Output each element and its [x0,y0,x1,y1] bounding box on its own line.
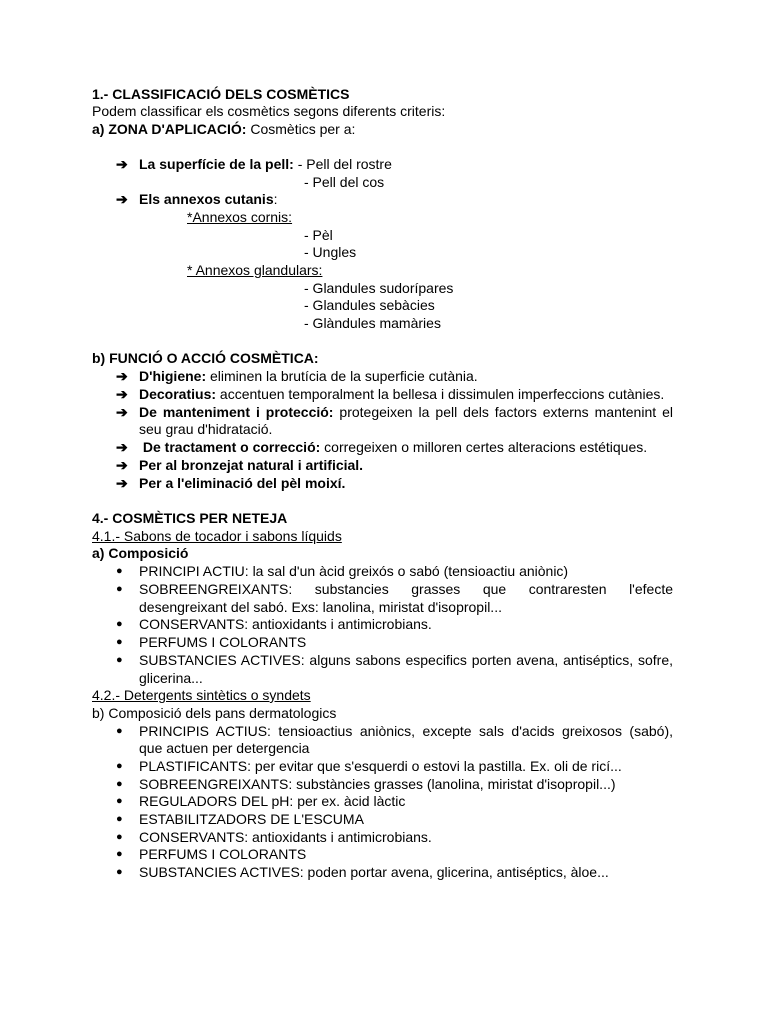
annexos-glandulars-label: * Annexos glandulars: [187,262,323,278]
tractament-line [139,439,647,456]
arrow-bullet-icon: ➔ [116,457,128,473]
list-item: PLASTIFICANTS: per evitar que s'esquerdi o estovi la pastilla. Ex. oli de ricí... [139,758,622,774]
superficie-pell-line [139,156,392,173]
decoratius-label: Decoratius: [139,386,217,402]
list-item: REGULADORS DEL pH: per ex. àcid làctic [139,793,406,809]
arrow-bullet-icon: ➔ [116,386,128,402]
list-item: PERFUMS I COLORANTS [139,634,307,650]
list-item: SUBSTANCIES ACTIVES: alguns sabons especifics porten avena, antiséptics, sofre, [139,652,673,668]
manteniment-line [139,404,673,421]
list-item: PRINCIPI ACTIU: la sal d'un àcid greixós o sabó (tensioactiu aniònic) [139,563,569,579]
bullet-icon: ● [116,636,123,648]
arrow-bullet-icon: ➔ [116,439,128,455]
arrow-bullet-icon: ➔ [116,191,128,207]
glandules-sebacies: - Glandules sebàcies [304,297,435,313]
higiene-label: D'higiene: [139,368,207,384]
cornis-pel: - Pèl [304,227,333,243]
list-item: PERFUMS I COLORANTS [139,846,307,862]
bullet-icon: ● [116,725,123,737]
higiene-text: eliminen la brutícia de la superficie cutània. [206,368,478,384]
decoratius-line [139,386,664,403]
bronzejat-label: Per al bronzejat natural i artificial. [139,457,364,473]
bullet-icon: ● [116,760,123,772]
annexos-cutanis-line [139,191,278,208]
bullet-icon: ● [116,618,123,630]
manteniment-text: protegeixen la pell dels factors externs mantenint el [333,404,673,420]
funcio-cosmetica-title: b) FUNCIÓ O ACCIÓ COSMÈTICA: [92,350,319,366]
higiene-line [139,368,478,385]
composicio-b-title: b) Composició dels pans dermatologics [92,705,337,721]
list-item: CONSERVANTS: antioxidants i antimicrobians. [139,829,432,845]
superficie-pell-text: - Pell del rostre [293,156,392,172]
tractament-text: corregeixen o milloren certes alteracions estétiques. [320,439,648,455]
zona-aplicacio-label: a) ZONA D'APLICACIÓ: [92,121,247,137]
list-item: ESTABILITZADORS DE L'ESCUMA [139,811,364,827]
cornis-ungles: - Ungles [304,244,357,260]
zona-aplicacio-line [92,121,355,138]
section-1-title: 1.- CLASSIFICACIÓ DELS COSMÈTICS [92,86,350,102]
list-item-cont: glicerina... [139,670,203,686]
glandules-mamaries: - Glàndules mamàries [304,315,441,331]
glandules-sudoripares: - Glandules sudorípares [304,280,454,296]
list-item-cont: que actuen per detergencia [139,740,310,756]
bullet-icon: ● [116,866,123,878]
zona-aplicacio-text: Cosmètics per a: [246,121,356,137]
bullet-icon: ● [116,583,123,595]
annexos-cutanis-label: Els annexos cutanis [139,191,274,207]
section-4-title: 4.- COSMÈTICS PER NETEJA [92,510,288,526]
arrow-bullet-icon: ➔ [116,475,128,491]
arrow-bullet-icon: ➔ [116,368,128,384]
list-item: SOBREENGREIXANTS: substàncies grasses (lanolina, miristat d'isopropil...) [139,776,616,792]
section-1-intro: Podem classificar els cosmètics segons diferents criteris: [92,103,446,119]
bullet-icon: ● [116,795,123,807]
list-item: CONSERVANTS: antioxidants i antimicrobians. [139,616,432,632]
arrow-bullet-icon: ➔ [116,156,128,172]
annexos-cutanis-colon: : [273,191,278,207]
bullet-icon: ● [116,813,123,825]
manteniment-label: De manteniment i protecció: [139,404,334,420]
list-item-cont: desengreixant del sabó. Exs: lanolina, miristat d'isopropil... [139,599,502,615]
decoratius-text: accentuen temporalment la bellesa i dissimulen imperfeccions cutànies. [216,386,665,402]
pel-moixi-label: Per a l'eliminació del pèl moixí. [139,475,346,491]
bullet-icon: ● [116,565,123,577]
subsection-4-2-title: 4.2.- Detergents sintètics o syndets [92,687,311,703]
subsection-4-1-title: 4.1.- Sabons de tocador i sabons líquids [92,528,342,544]
bullet-icon: ● [116,848,123,860]
tractament-label: De tractament o correcció: [139,439,321,455]
bullet-icon: ● [116,778,123,790]
superficie-pell-label: La superfície de la pell: [139,156,294,172]
manteniment-text-cont: seu grau d'hidratació. [139,421,273,437]
bullet-icon: ● [116,831,123,843]
arrow-bullet-icon: ➔ [116,404,128,420]
composicio-a-title: a) Composició [92,545,189,561]
annexos-cornis-label: *Annexos cornis: [187,209,293,225]
pell-cos: - Pell del cos [304,174,385,190]
list-item: SOBREENGREIXANTS: substancies grasses que contraresten l'efecte [139,581,673,597]
list-item: SUBSTANCIES ACTIVES: poden portar avena, glicerina, antiséptics, àloe... [139,864,609,880]
list-item: PRINCIPIS ACTIUS: tensioactius aniònics, excepte sals d'acids greixosos (sabó), [139,723,673,739]
bullet-icon: ● [116,654,123,666]
